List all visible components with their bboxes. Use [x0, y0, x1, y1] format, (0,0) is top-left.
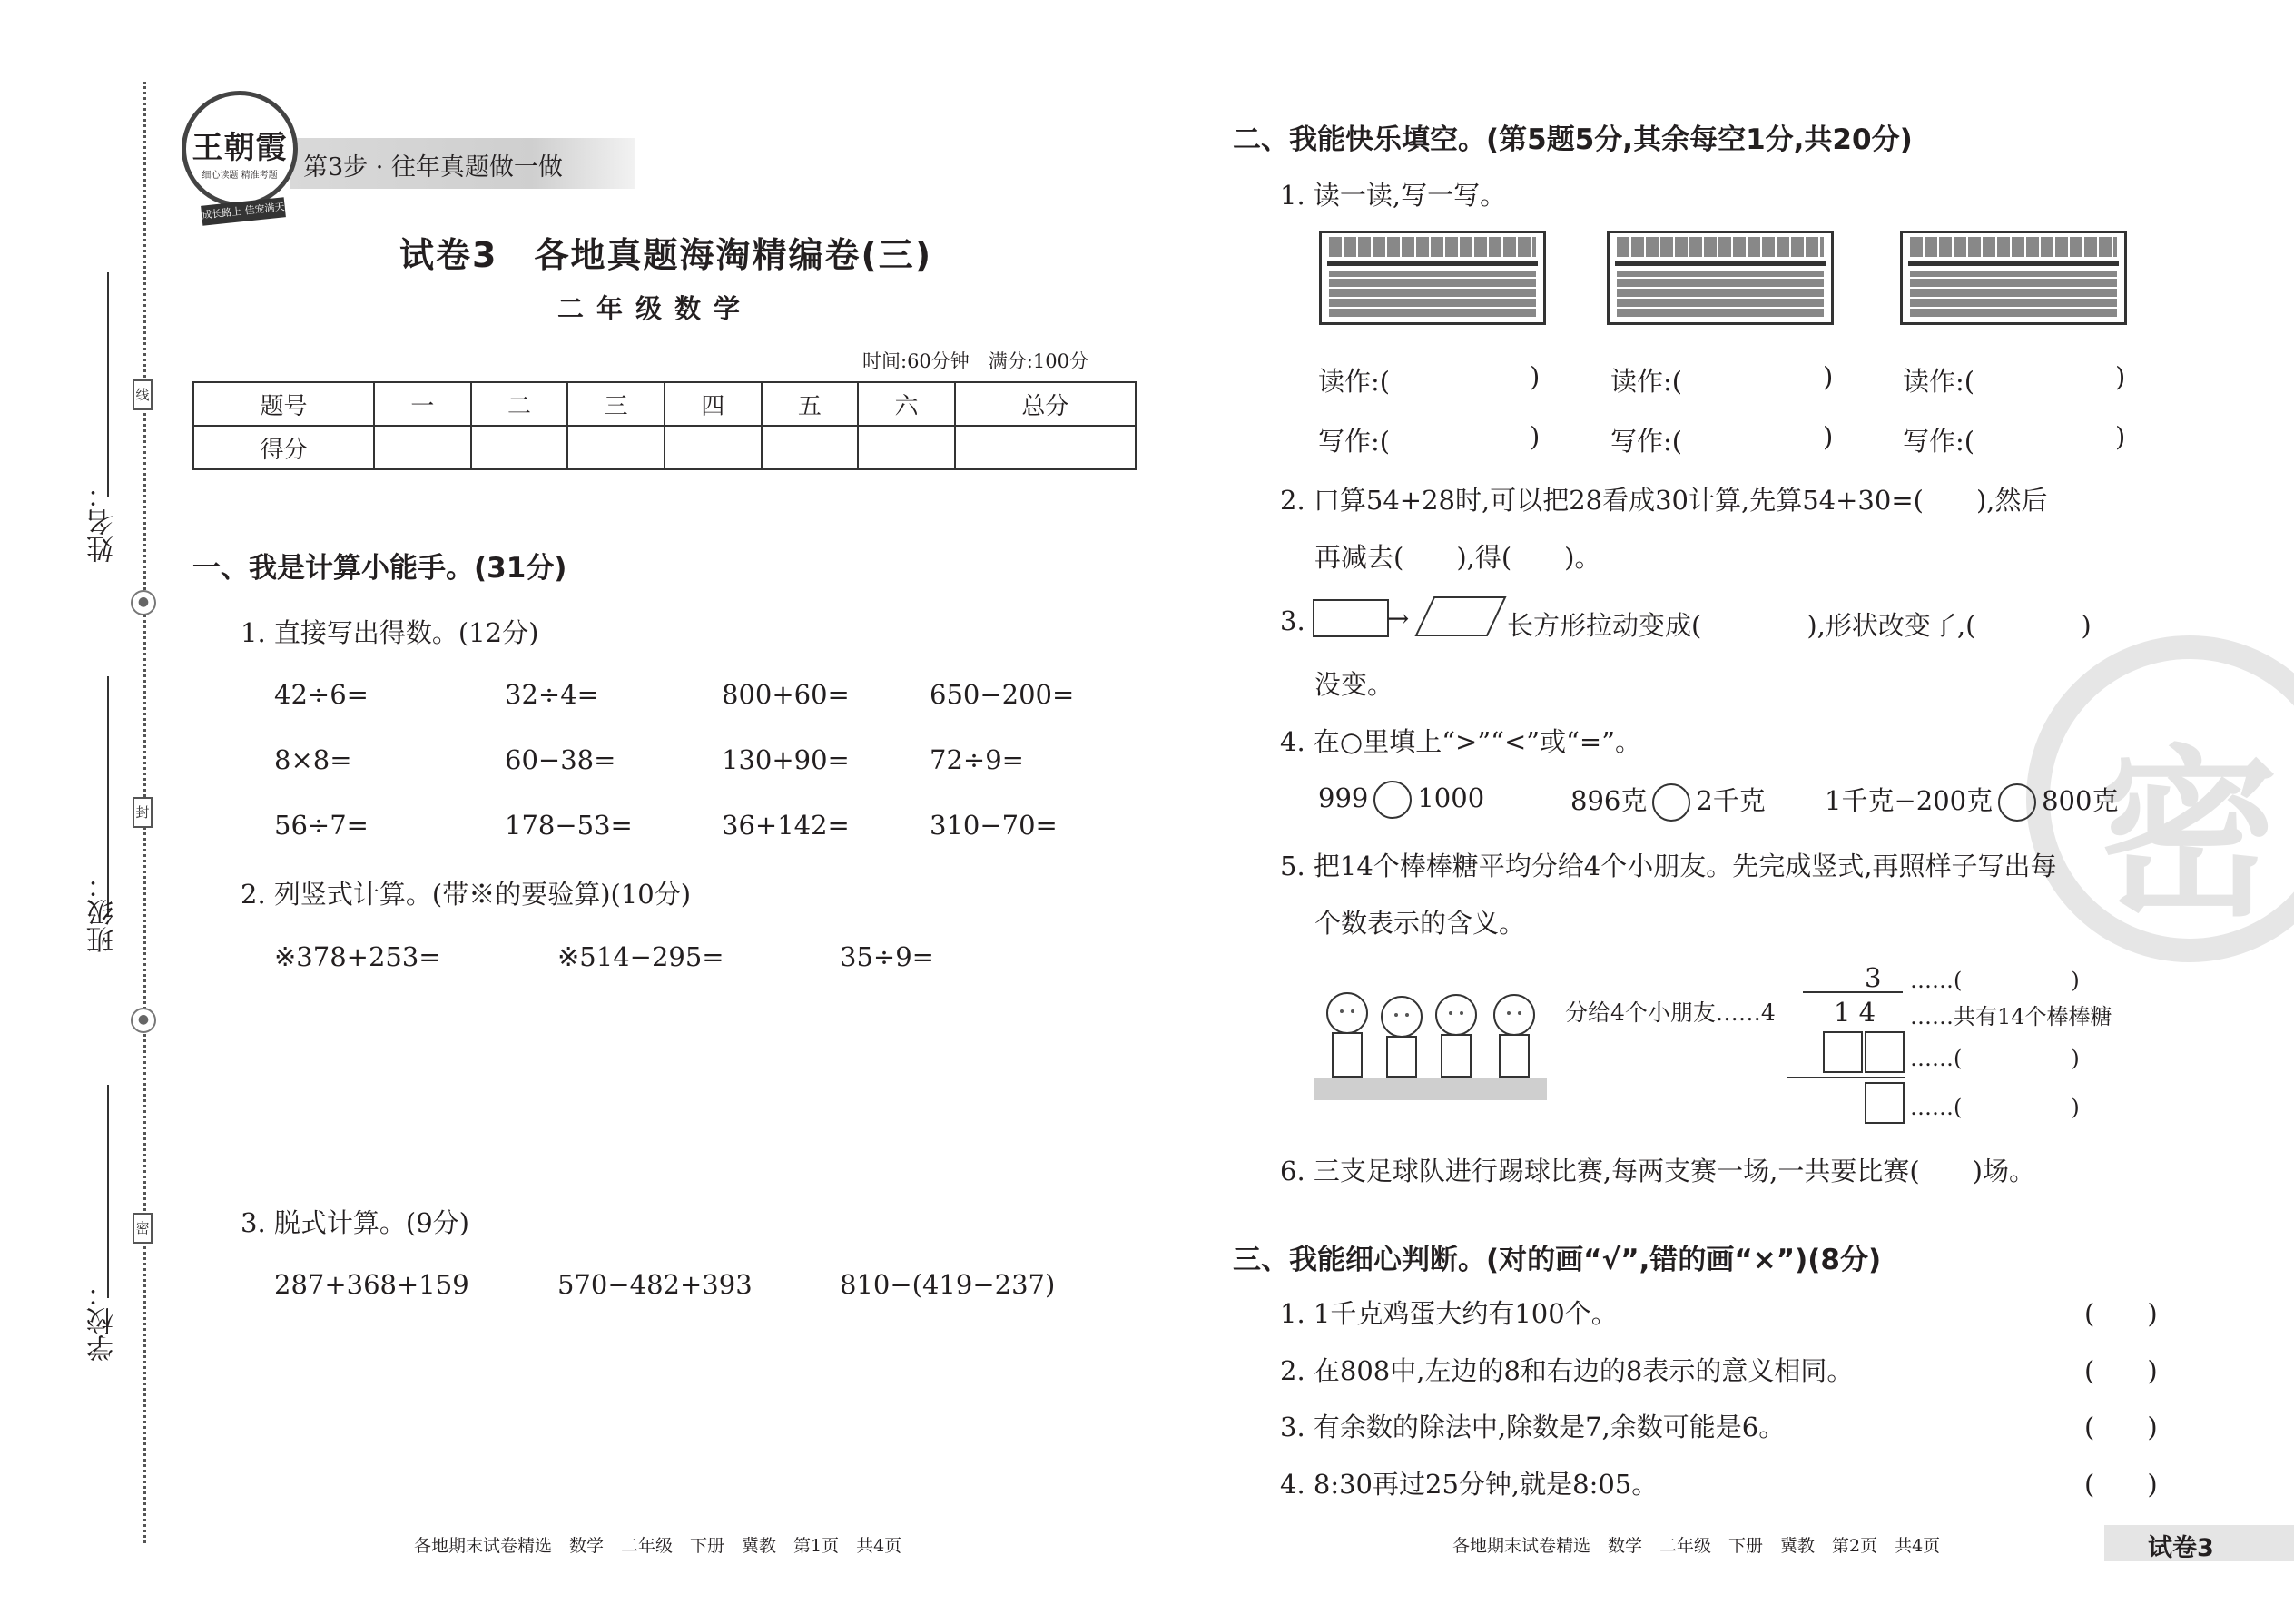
meaning-blank[interactable]: ……( )	[1910, 1095, 2080, 1120]
judge-item: 2. 在808中,左边的8和右边的8表示的意义相同。	[1280, 1355, 1854, 1386]
brand-logo	[182, 91, 298, 207]
arrow-icon: →	[1387, 603, 1410, 634]
calc-item[interactable]: 130+90=	[722, 744, 850, 775]
answer-box[interactable]	[1865, 1031, 1905, 1073]
watermark-seal-char: 密	[2097, 730, 2279, 941]
compare-circle[interactable]	[1652, 783, 1690, 822]
section3-title: 三、我能细心判断。(对的画“√”,错的画“×”)(8分)	[1233, 1244, 1882, 1276]
s1-q3-title: 3. 脱式计算。(9分)	[241, 1207, 469, 1238]
compare-left: 999	[1318, 782, 1369, 813]
score-header-cell: 题号	[193, 382, 374, 426]
judge-answer-paren[interactable]: ( )	[2084, 1298, 2158, 1329]
division-bracket	[1803, 991, 1903, 993]
s1-q1-title: 1. 直接写出得数。(12分)	[241, 617, 539, 648]
time-info: 时间:60分钟 满分:100分	[862, 350, 1088, 372]
s2-q3-line2: 没变。	[1314, 669, 1394, 700]
close-paren: )	[1530, 361, 1541, 392]
binding-ring-icon: ●	[131, 1008, 156, 1033]
close-paren: )	[2115, 421, 2126, 452]
calc-item[interactable]: 36+142=	[722, 810, 850, 841]
score-cell[interactable]	[471, 426, 568, 469]
meaning-blank[interactable]: ……( )	[1910, 1046, 2080, 1071]
total-note: ……共有14个棒棒糖	[1910, 1004, 2112, 1029]
school-field-label: 学校：	[87, 1280, 119, 1362]
s2-q6: 6. 三支足球队进行踢球比赛,每两支赛一场,一共要比赛( )场。	[1280, 1156, 2035, 1186]
s2-q5-line2: 个数表示的含义。	[1314, 908, 1526, 939]
calc-item[interactable]: 310−70=	[930, 810, 1058, 841]
step-banner	[290, 138, 635, 189]
paper-subtitle: 二年级数学	[557, 293, 753, 324]
compare-item	[1570, 781, 1766, 822]
close-paren: )	[1530, 421, 1541, 452]
calc-item[interactable]: 8×8=	[274, 744, 352, 775]
logo-name: 王朝霞	[192, 130, 288, 166]
logo-small-right: 精准考题	[241, 171, 278, 181]
score-header-cell: 五	[762, 382, 859, 426]
close-paren: )	[1823, 421, 1834, 452]
vertical-calc-item[interactable]: ※514−295=	[557, 941, 724, 972]
divisor-label: 分给4个小朋友……4	[1565, 999, 1776, 1026]
calc-item[interactable]: 60−38=	[505, 744, 616, 775]
s2-q5-line1: 5. 把14个棒棒糖平均分给4个小朋友。先完成竖式,再照样子写出每	[1280, 851, 2057, 881]
footer-right: 各地期末试卷精选 数学 二年级 下册 冀教 第2页 共4页	[1452, 1536, 1941, 1556]
abacus-icon	[1607, 231, 1834, 325]
judge-item: 3. 有余数的除法中,除数是7,余数可能是6。	[1280, 1412, 1786, 1442]
parallelogram-shape	[1414, 595, 1507, 637]
score-table-header-row	[193, 382, 1136, 426]
score-cell[interactable]	[567, 426, 665, 469]
compare-item	[1825, 781, 2118, 822]
school-field-line[interactable]	[107, 1085, 109, 1298]
vertical-calc-item[interactable]: ※378+253=	[274, 941, 441, 972]
score-header-cell: 二	[471, 382, 568, 426]
abacus-icon	[1900, 231, 2127, 325]
section2-title: 二、我能快乐填空。(第5题5分,其余每空1分,共20分)	[1233, 123, 1913, 156]
section1-title: 一、我是计算小能手。(31分)	[192, 552, 567, 585]
stepwise-calc-item[interactable]: 810−(419−237)	[840, 1269, 1056, 1300]
stepwise-calc-item[interactable]: 570−482+393	[557, 1269, 753, 1300]
judge-answer-paren[interactable]: ( )	[2084, 1355, 2158, 1386]
calc-item[interactable]: 800+60=	[722, 679, 850, 710]
seal-char-xian: 线	[133, 379, 153, 410]
name-field-label: 姓名：	[87, 481, 119, 563]
logo-small-left: 细心读题	[202, 171, 239, 181]
rectangle-shape	[1313, 599, 1389, 637]
s2-q1-title: 1. 读一读,写一写。	[1280, 180, 1507, 211]
s2-q3-number: 3.	[1280, 605, 1305, 636]
compare-right: 800克	[2042, 785, 2119, 816]
children-illustration	[1314, 977, 1547, 1102]
score-cell[interactable]	[955, 426, 1136, 469]
binding-ring-icon: ●	[131, 590, 156, 615]
stepwise-calc-item[interactable]: 287+368+159	[274, 1269, 469, 1300]
s2-q4-title: 4. 在○里填上“>”“<”或“=”。	[1280, 726, 1642, 757]
s2-q2-line2: 再减去( ),得( )。	[1314, 542, 1601, 573]
division-dividend: 1 4	[1834, 997, 1876, 1028]
footer-tag	[2104, 1525, 2294, 1561]
meaning-blank[interactable]: ……( )	[1910, 968, 2080, 993]
name-field-line[interactable]	[107, 272, 109, 497]
s2-q2-line1: 2. 口算54+28时,可以把28看成30计算,先算54+30=( ),然后	[1280, 485, 2048, 516]
abacus-icon	[1319, 231, 1546, 325]
s1-q2-title: 2. 列竖式计算。(带※的要验算)(10分)	[241, 879, 692, 910]
vertical-calc-item[interactable]: 35÷9=	[840, 941, 934, 972]
calc-item[interactable]: 650−200=	[930, 679, 1075, 710]
close-paren: )	[1823, 361, 1834, 392]
compare-circle[interactable]	[1373, 781, 1412, 819]
write-label: 写作:(	[1903, 426, 1975, 457]
score-cell[interactable]	[762, 426, 859, 469]
score-header-cell: 六	[858, 382, 955, 426]
score-header-cell: 一	[374, 382, 471, 426]
score-cell[interactable]	[858, 426, 955, 469]
logo-ribbon: 成长路上 佳宠满天	[201, 197, 286, 225]
judge-answer-paren[interactable]: ( )	[2084, 1469, 2158, 1500]
calc-item[interactable]: 32÷4=	[505, 679, 599, 710]
seal-char-feng: 封	[133, 797, 153, 828]
write-label: 写作:(	[1610, 426, 1683, 457]
calc-item[interactable]: 72÷9=	[930, 744, 1024, 775]
close-paren: )	[2115, 361, 2126, 392]
paper-title: 试卷3 各地真题海淘精编卷(三)	[399, 235, 933, 275]
answer-box[interactable]	[1823, 1031, 1863, 1073]
step-label: 第3步 · 往年真题做一做	[303, 153, 563, 182]
calc-item[interactable]: 56÷7=	[274, 810, 369, 841]
s2-q3-line1: 长方形拉动变成( ),形状改变了,( )	[1507, 610, 2092, 641]
compare-circle[interactable]	[1998, 783, 2036, 822]
score-row-label: 得分	[193, 426, 374, 469]
score-cell[interactable]	[665, 426, 762, 469]
judge-answer-paren[interactable]: ( )	[2084, 1412, 2158, 1442]
compare-right: 2千克	[1696, 785, 1766, 816]
calc-item[interactable]: 42÷6=	[274, 679, 369, 710]
class-field-label: 班级：	[87, 871, 119, 953]
footer-left: 各地期末试卷精选 数学 二年级 下册 冀教 第1页 共4页	[414, 1536, 902, 1556]
footer-tag-label: 试卷3	[2148, 1534, 2214, 1562]
read-label: 读作:(	[1318, 366, 1391, 397]
score-header-cell: 四	[665, 382, 762, 426]
seal-char-mi: 密	[133, 1213, 153, 1244]
division-quotient: 3	[1865, 962, 1882, 993]
read-label: 读作:(	[1610, 366, 1683, 397]
compare-left: 896克	[1570, 785, 1648, 816]
score-header-cell: 总分	[955, 382, 1136, 426]
score-cell[interactable]	[374, 426, 471, 469]
judge-item: 1. 1千克鸡蛋大约有100个。	[1280, 1298, 1618, 1329]
calc-item[interactable]: 178−53=	[505, 810, 633, 841]
judge-item: 4. 8:30再过25分钟,就是8:05。	[1280, 1469, 1659, 1500]
write-label: 写作:(	[1318, 426, 1391, 457]
score-table	[192, 381, 1137, 470]
score-table-score-row	[193, 426, 1136, 469]
compare-left: 1千克−200克	[1825, 785, 1994, 816]
compare-item	[1318, 781, 1484, 819]
answer-box[interactable]	[1865, 1082, 1905, 1124]
compare-right: 1000	[1417, 782, 1485, 813]
read-label: 读作:(	[1903, 366, 1975, 397]
division-line	[1787, 1077, 1905, 1078]
score-header-cell: 三	[567, 382, 665, 426]
